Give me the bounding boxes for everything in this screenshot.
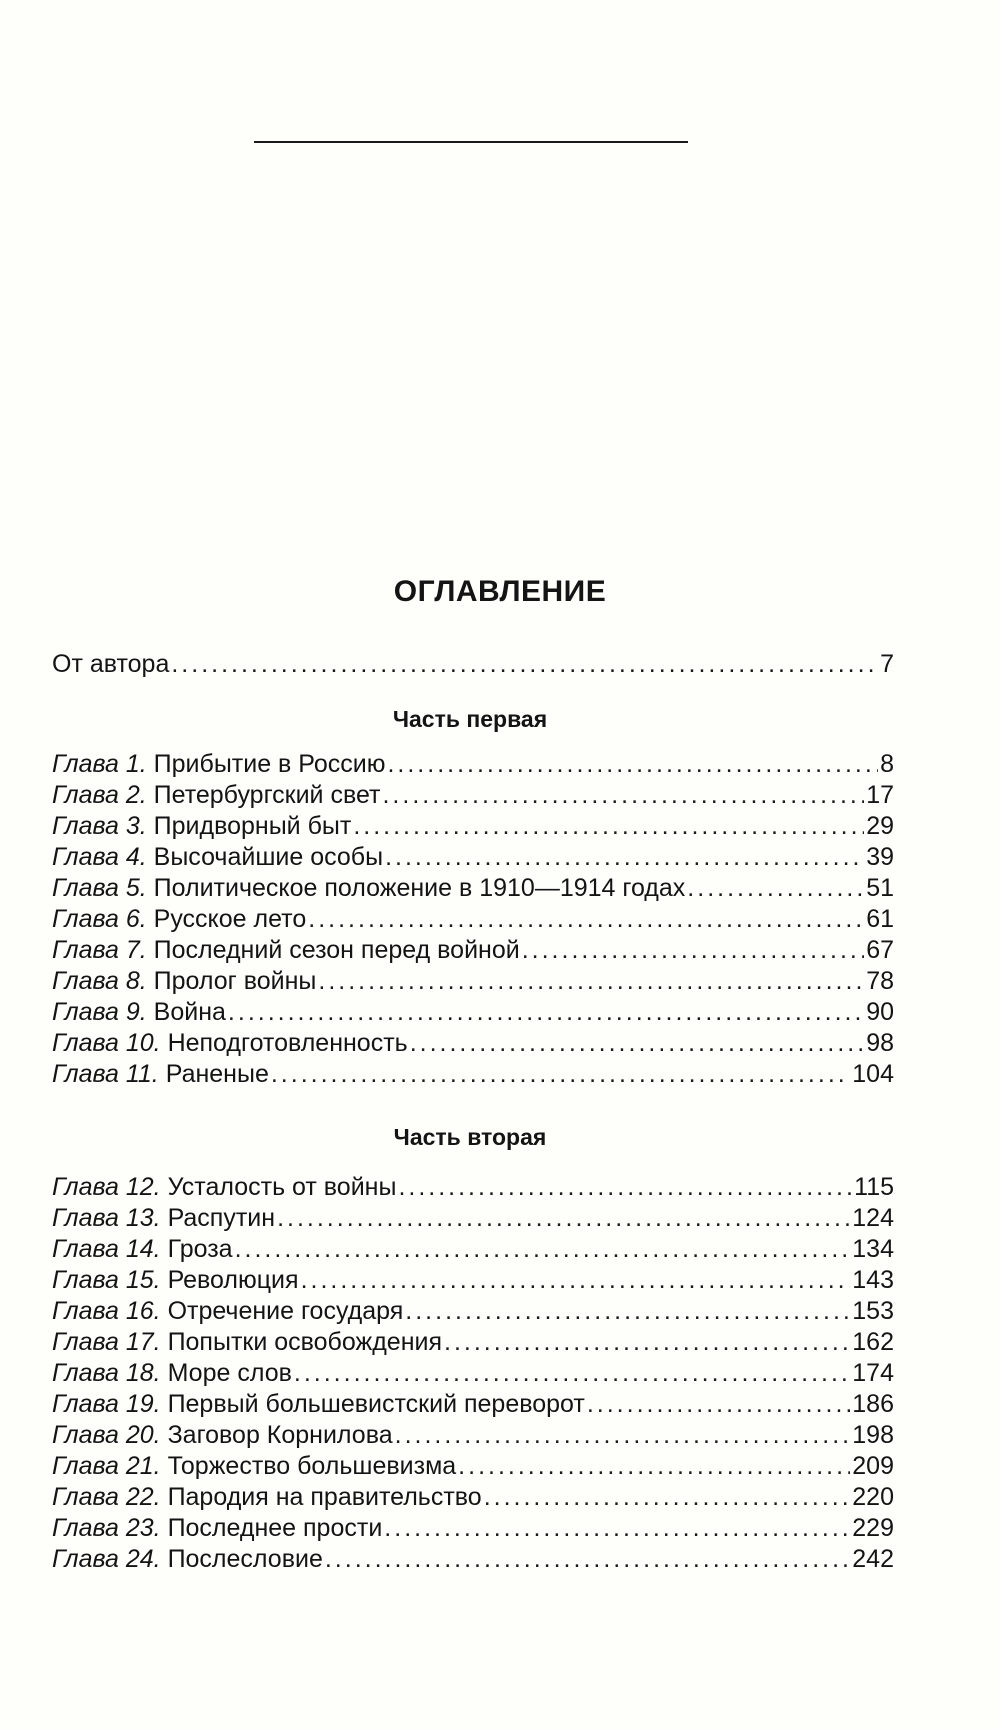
- dot-leader: [294, 1358, 850, 1389]
- toc-entry[interactable]: [52, 1059, 894, 1090]
- page-number: 98: [866, 1029, 894, 1057]
- dot-leader: [384, 1513, 850, 1544]
- chapter-title: Неподготовленность: [167, 1029, 408, 1057]
- dot-leader: [353, 811, 864, 842]
- page-number: 61: [866, 905, 894, 933]
- chapter-label: Глава 11.: [52, 1060, 159, 1088]
- chapter-title: Первый большевистский переворот: [167, 1390, 585, 1418]
- dot-leader: [395, 1420, 851, 1451]
- chapter-label: Глава 7.: [52, 936, 147, 964]
- chapter-title: Отречение государя: [167, 1297, 404, 1325]
- chapter-title: Политическое положение в 1910—1914 годах: [153, 874, 686, 902]
- top-rule: [254, 141, 688, 143]
- toc-entry[interactable]: [52, 935, 894, 966]
- toc-entry[interactable]: [52, 1389, 894, 1420]
- chapter-title: Пролог войны: [153, 967, 317, 995]
- chapter-title: Последнее прости: [167, 1514, 383, 1542]
- chapter-title: Усталость от войны: [167, 1173, 397, 1201]
- dot-leader: [522, 935, 864, 966]
- chapter-title: Революция: [167, 1266, 299, 1294]
- page-number: 220: [852, 1483, 894, 1511]
- dot-leader: [325, 1544, 850, 1575]
- toc-entry[interactable]: [52, 1327, 894, 1358]
- chapter-label: Глава 20.: [52, 1421, 161, 1449]
- chapter-label: Глава 12.: [52, 1173, 161, 1201]
- chapter-title: Торжество большевизма: [167, 1452, 457, 1480]
- dot-leader: [444, 1327, 850, 1358]
- dot-leader: [687, 873, 864, 904]
- chapter-title: Русское лето: [153, 905, 307, 933]
- part-heading-2: Часть вторая: [393, 1124, 547, 1150]
- dot-leader: [387, 749, 878, 780]
- chapter-title: Петербургский свет: [153, 781, 381, 809]
- dot-leader: [171, 649, 878, 680]
- dot-leader: [385, 842, 864, 873]
- chapter-label: Глава 13.: [52, 1204, 161, 1232]
- toc-entry-preface[interactable]: [52, 649, 894, 680]
- toc-entry[interactable]: [52, 1028, 894, 1059]
- page-number: 153: [852, 1297, 894, 1325]
- page-number: 67: [866, 936, 894, 964]
- page-number: 124: [852, 1204, 894, 1232]
- toc-entry[interactable]: [52, 873, 894, 904]
- chapter-label: Глава 24.: [52, 1545, 161, 1573]
- chapter-title: Последний сезон перед войной: [153, 936, 520, 964]
- dot-leader: [271, 1059, 850, 1090]
- chapter-label: Глава 4.: [52, 843, 147, 871]
- chapter-title: Пародия на правительство: [167, 1483, 482, 1511]
- toc-entry[interactable]: [52, 1265, 894, 1296]
- dot-leader: [484, 1482, 851, 1513]
- dot-leader: [405, 1296, 850, 1327]
- toc-entry[interactable]: [52, 966, 894, 997]
- dot-leader: [410, 1028, 865, 1059]
- page-number: 229: [852, 1514, 894, 1542]
- entry-title: От автора: [52, 650, 170, 678]
- dot-leader: [587, 1389, 850, 1420]
- page-number: 104: [852, 1060, 894, 1088]
- dot-leader: [318, 966, 864, 997]
- toc-entry[interactable]: [52, 1451, 894, 1482]
- dot-leader: [308, 904, 864, 935]
- dot-leader: [228, 997, 864, 1028]
- page-number: 90: [866, 998, 894, 1026]
- page-number: 134: [852, 1235, 894, 1263]
- toc-entry[interactable]: [52, 1544, 894, 1575]
- chapter-label: Глава 8.: [52, 967, 147, 995]
- page-number: 174: [852, 1359, 894, 1387]
- toc-entry[interactable]: [52, 997, 894, 1028]
- chapter-title: Придворный быт: [153, 812, 352, 840]
- toc-entry[interactable]: [52, 1482, 894, 1513]
- chapter-title: Раненые: [165, 1060, 269, 1088]
- chapter-title: Высочайшие особы: [153, 843, 384, 871]
- chapter-label: Глава 22.: [52, 1483, 161, 1511]
- toc-entry[interactable]: [52, 780, 894, 811]
- dot-leader: [398, 1172, 852, 1203]
- page-number: 7: [880, 650, 894, 678]
- chapter-label: Глава 17.: [52, 1328, 161, 1356]
- toc-title: ОГЛАВЛЕНИЕ: [393, 575, 607, 608]
- page-number: 51: [866, 874, 894, 902]
- chapter-label: Глава 9.: [52, 998, 147, 1026]
- chapter-label: Глава 15.: [52, 1266, 161, 1294]
- chapter-title: Попытки освобождения: [167, 1328, 443, 1356]
- dot-leader: [277, 1203, 850, 1234]
- chapter-title: Море слов: [167, 1359, 292, 1387]
- page-number: 8: [880, 750, 894, 778]
- page-number: 29: [866, 812, 894, 840]
- chapter-title: Война: [153, 998, 226, 1026]
- toc-entry[interactable]: [52, 1513, 894, 1544]
- dot-leader: [235, 1234, 851, 1265]
- toc-entry[interactable]: [52, 1234, 894, 1265]
- dot-leader: [301, 1265, 851, 1296]
- page-number: 209: [852, 1452, 894, 1480]
- toc-entry[interactable]: [52, 1296, 894, 1327]
- chapter-label: Глава 23.: [52, 1514, 161, 1542]
- chapter-label: Глава 14.: [52, 1235, 161, 1263]
- toc-entry[interactable]: [52, 749, 894, 780]
- chapter-title: Послесловие: [167, 1545, 323, 1573]
- toc-entry[interactable]: [52, 842, 894, 873]
- dot-leader: [382, 780, 864, 811]
- toc-entry[interactable]: [52, 811, 894, 842]
- page-number: 186: [852, 1390, 894, 1418]
- page-number: 78: [866, 967, 894, 995]
- toc-entry[interactable]: [52, 1420, 894, 1451]
- chapter-title: Распутин: [167, 1204, 276, 1232]
- chapter-label: Глава 21.: [52, 1452, 161, 1480]
- chapter-label: Глава 18.: [52, 1359, 161, 1387]
- page-number: 39: [866, 843, 894, 871]
- chapter-label: Глава 1.: [52, 750, 147, 778]
- chapter-title: Гроза: [167, 1235, 233, 1263]
- chapter-label: Глава 3.: [52, 812, 147, 840]
- chapter-label: Глава 16.: [52, 1297, 161, 1325]
- page-number: 115: [854, 1173, 894, 1201]
- page-number: 198: [852, 1421, 894, 1449]
- toc-entry[interactable]: [52, 904, 894, 935]
- chapter-label: Глава 19.: [52, 1390, 161, 1418]
- page-number: 17: [866, 781, 894, 809]
- chapter-label: Глава 5.: [52, 874, 147, 902]
- toc-entry[interactable]: [52, 1172, 894, 1203]
- page-number: 242: [852, 1545, 894, 1573]
- toc-entry[interactable]: [52, 1203, 894, 1234]
- page-number: 143: [852, 1266, 894, 1294]
- chapter-label: Глава 10.: [52, 1029, 161, 1057]
- chapter-title: Заговор Корнилова: [167, 1421, 393, 1449]
- chapter-label: Глава 6.: [52, 905, 147, 933]
- chapter-label: Глава 2.: [52, 781, 147, 809]
- dot-leader: [458, 1451, 850, 1482]
- chapter-title: Прибытие в Россию: [153, 750, 386, 778]
- part-heading-1: Часть первая: [392, 706, 548, 732]
- page-number: 162: [852, 1328, 894, 1356]
- toc-entry[interactable]: [52, 1358, 894, 1389]
